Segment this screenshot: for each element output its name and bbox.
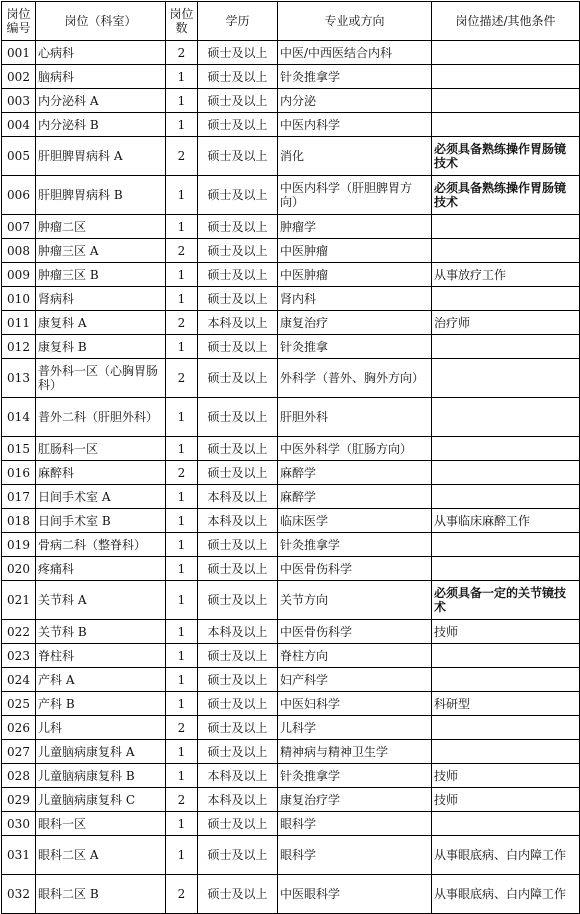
cell-edu: 本科及以上 bbox=[198, 620, 278, 644]
cell-note bbox=[432, 461, 580, 485]
cell-id: 016 bbox=[2, 461, 36, 485]
cell-dept: 肿瘤三区 B bbox=[36, 263, 166, 287]
cell-edu: 硕士及以上 bbox=[198, 581, 278, 620]
cell-count: 1 bbox=[166, 398, 198, 437]
cell-edu: 硕士及以上 bbox=[198, 437, 278, 461]
table-row bbox=[2, 788, 580, 812]
cell-major: 脊柱方向 bbox=[278, 644, 432, 668]
table-row bbox=[2, 263, 580, 287]
cell-major: 针灸推拿学 bbox=[278, 764, 432, 788]
table-row bbox=[2, 740, 580, 764]
cell-id: 017 bbox=[2, 485, 36, 509]
cell-dept: 肝胆脾胃病科 B bbox=[36, 176, 166, 215]
cell-count: 1 bbox=[166, 113, 198, 137]
table-row bbox=[2, 581, 580, 620]
cell-major: 中医内科学（肝胆脾胃方向） bbox=[278, 176, 432, 215]
cell-major: 眼科学 bbox=[278, 812, 432, 836]
cell-note bbox=[432, 812, 580, 836]
cell-major: 针灸推拿 bbox=[278, 335, 432, 359]
cell-major: 针灸推拿学 bbox=[278, 533, 432, 557]
cell-note: 必须具备熟练操作胃肠镜技术 bbox=[432, 176, 580, 215]
cell-dept: 日间手术室 B bbox=[36, 509, 166, 533]
cell-edu: 硕士及以上 bbox=[198, 398, 278, 437]
cell-note bbox=[432, 533, 580, 557]
cell-id: 024 bbox=[2, 668, 36, 692]
cell-note: 从事眼底病、白内障工作 bbox=[432, 836, 580, 875]
cell-edu: 硕士及以上 bbox=[198, 740, 278, 764]
cell-count: 1 bbox=[166, 740, 198, 764]
cell-count: 1 bbox=[166, 176, 198, 215]
cell-edu: 硕士及以上 bbox=[198, 89, 278, 113]
cell-id: 005 bbox=[2, 137, 36, 176]
cell-count: 1 bbox=[166, 509, 198, 533]
cell-edu: 本科及以上 bbox=[198, 764, 278, 788]
cell-dept: 肝胆脾胃病科 A bbox=[36, 137, 166, 176]
cell-count: 1 bbox=[166, 533, 198, 557]
cell-count: 1 bbox=[166, 65, 198, 89]
cell-id: 027 bbox=[2, 740, 36, 764]
cell-note bbox=[432, 41, 580, 65]
cell-edu: 硕士及以上 bbox=[198, 557, 278, 581]
table-row bbox=[2, 215, 580, 239]
cell-dept: 肾病科 bbox=[36, 287, 166, 311]
cell-count: 1 bbox=[166, 620, 198, 644]
table-row bbox=[2, 287, 580, 311]
cell-count: 2 bbox=[166, 41, 198, 65]
cell-note: 技师 bbox=[432, 788, 580, 812]
cell-major: 麻醉学 bbox=[278, 485, 432, 509]
cell-id: 032 bbox=[2, 875, 36, 914]
cell-note: 必须具备熟练操作胃肠镜技术 bbox=[432, 137, 580, 176]
cell-count: 1 bbox=[166, 668, 198, 692]
table-row bbox=[2, 137, 580, 176]
cell-dept: 肿瘤三区 A bbox=[36, 239, 166, 263]
table-row bbox=[2, 836, 580, 875]
cell-count: 2 bbox=[166, 137, 198, 176]
cell-edu: 硕士及以上 bbox=[198, 533, 278, 557]
cell-note bbox=[432, 89, 580, 113]
cell-dept: 关节科 B bbox=[36, 620, 166, 644]
header-count: 岗位数 bbox=[166, 2, 198, 41]
cell-major: 中医外科学（肛肠方向） bbox=[278, 437, 432, 461]
cell-count: 1 bbox=[166, 263, 198, 287]
cell-dept: 骨病二科（整脊科） bbox=[36, 533, 166, 557]
cell-major: 麻醉学 bbox=[278, 461, 432, 485]
table-row bbox=[2, 509, 580, 533]
cell-dept: 儿科 bbox=[36, 716, 166, 740]
cell-edu: 硕士及以上 bbox=[198, 644, 278, 668]
cell-dept: 眼科二区 A bbox=[36, 836, 166, 875]
cell-id: 025 bbox=[2, 692, 36, 716]
cell-count: 1 bbox=[166, 692, 198, 716]
cell-count: 2 bbox=[166, 359, 198, 398]
table-row bbox=[2, 437, 580, 461]
cell-dept: 脊柱科 bbox=[36, 644, 166, 668]
cell-id: 008 bbox=[2, 239, 36, 263]
header-edu: 学历 bbox=[198, 2, 278, 41]
cell-major: 中医骨伤科学 bbox=[278, 620, 432, 644]
cell-id: 026 bbox=[2, 716, 36, 740]
cell-id: 003 bbox=[2, 89, 36, 113]
cell-major: 精神病与精神卫生学 bbox=[278, 740, 432, 764]
cell-edu: 硕士及以上 bbox=[198, 836, 278, 875]
cell-id: 002 bbox=[2, 65, 36, 89]
header-id: 岗位编号 bbox=[2, 2, 36, 41]
cell-edu: 硕士及以上 bbox=[198, 335, 278, 359]
header-dept: 岗位（科室） bbox=[36, 2, 166, 41]
cell-edu: 硕士及以上 bbox=[198, 41, 278, 65]
cell-id: 007 bbox=[2, 215, 36, 239]
cell-major: 肾内科 bbox=[278, 287, 432, 311]
table-row bbox=[2, 359, 580, 398]
cell-edu: 硕士及以上 bbox=[198, 215, 278, 239]
cell-dept: 普外二科（肝胆外科） bbox=[36, 398, 166, 437]
cell-major: 中医/中西医结合内科 bbox=[278, 41, 432, 65]
cell-note bbox=[432, 398, 580, 437]
cell-note: 治疗师 bbox=[432, 311, 580, 335]
cell-note: 从事放疗工作 bbox=[432, 263, 580, 287]
header-note: 岗位描述/其他条件 bbox=[432, 2, 580, 41]
cell-dept: 肛肠科一区 bbox=[36, 437, 166, 461]
table-row bbox=[2, 812, 580, 836]
cell-dept: 肿瘤二区 bbox=[36, 215, 166, 239]
cell-count: 2 bbox=[166, 788, 198, 812]
cell-id: 019 bbox=[2, 533, 36, 557]
table-row bbox=[2, 875, 580, 914]
cell-edu: 硕士及以上 bbox=[198, 359, 278, 398]
cell-major: 中医眼科学 bbox=[278, 875, 432, 914]
cell-id: 006 bbox=[2, 176, 36, 215]
recruitment-table bbox=[1, 1, 580, 914]
cell-major: 眼科学 bbox=[278, 836, 432, 875]
cell-id: 021 bbox=[2, 581, 36, 620]
cell-major: 临床医学 bbox=[278, 509, 432, 533]
cell-edu: 硕士及以上 bbox=[198, 692, 278, 716]
cell-id: 004 bbox=[2, 113, 36, 137]
cell-major: 肝胆外科 bbox=[278, 398, 432, 437]
cell-edu: 硕士及以上 bbox=[198, 875, 278, 914]
cell-edu: 硕士及以上 bbox=[198, 461, 278, 485]
cell-edu: 本科及以上 bbox=[198, 509, 278, 533]
cell-major: 消化 bbox=[278, 137, 432, 176]
cell-note bbox=[432, 215, 580, 239]
cell-count: 2 bbox=[166, 461, 198, 485]
cell-id: 029 bbox=[2, 788, 36, 812]
cell-count: 1 bbox=[166, 437, 198, 461]
cell-edu: 硕士及以上 bbox=[198, 668, 278, 692]
cell-id: 009 bbox=[2, 263, 36, 287]
cell-note bbox=[432, 335, 580, 359]
cell-major: 中医妇科学 bbox=[278, 692, 432, 716]
cell-dept: 心病科 bbox=[36, 41, 166, 65]
cell-dept: 康复科 A bbox=[36, 311, 166, 335]
cell-major: 中医肿瘤 bbox=[278, 239, 432, 263]
cell-count: 1 bbox=[166, 812, 198, 836]
cell-note bbox=[432, 437, 580, 461]
cell-major: 妇产科学 bbox=[278, 668, 432, 692]
cell-id: 015 bbox=[2, 437, 36, 461]
cell-dept: 眼科二区 B bbox=[36, 875, 166, 914]
cell-count: 2 bbox=[166, 875, 198, 914]
table-row bbox=[2, 311, 580, 335]
cell-dept: 儿童脑病康复科 B bbox=[36, 764, 166, 788]
cell-id: 013 bbox=[2, 359, 36, 398]
cell-edu: 硕士及以上 bbox=[198, 113, 278, 137]
cell-id: 031 bbox=[2, 836, 36, 875]
cell-edu: 硕士及以上 bbox=[198, 263, 278, 287]
cell-note bbox=[432, 287, 580, 311]
cell-note: 从事临床麻醉工作 bbox=[432, 509, 580, 533]
cell-note bbox=[432, 557, 580, 581]
cell-note bbox=[432, 644, 580, 668]
cell-id: 023 bbox=[2, 644, 36, 668]
cell-dept: 日间手术室 A bbox=[36, 485, 166, 509]
table-row bbox=[2, 239, 580, 263]
cell-edu: 硕士及以上 bbox=[198, 137, 278, 176]
table-row bbox=[2, 41, 580, 65]
table-row bbox=[2, 113, 580, 137]
cell-note: 技师 bbox=[432, 764, 580, 788]
cell-dept: 产科 A bbox=[36, 668, 166, 692]
header-row bbox=[2, 2, 580, 41]
cell-note: 必须具备一定的关节镜技术 bbox=[432, 581, 580, 620]
cell-id: 012 bbox=[2, 335, 36, 359]
cell-count: 1 bbox=[166, 89, 198, 113]
cell-count: 1 bbox=[166, 485, 198, 509]
cell-count: 1 bbox=[166, 215, 198, 239]
cell-dept: 产科 B bbox=[36, 692, 166, 716]
cell-count: 1 bbox=[166, 335, 198, 359]
cell-note bbox=[432, 485, 580, 509]
cell-dept: 内分泌科 B bbox=[36, 113, 166, 137]
cell-major: 康复治疗 bbox=[278, 311, 432, 335]
cell-id: 028 bbox=[2, 764, 36, 788]
table-row bbox=[2, 65, 580, 89]
cell-major: 儿科学 bbox=[278, 716, 432, 740]
cell-major: 中医骨伤科学 bbox=[278, 557, 432, 581]
cell-note: 从事眼底病、白内障工作 bbox=[432, 875, 580, 914]
cell-dept: 儿童脑病康复科 A bbox=[36, 740, 166, 764]
cell-major: 中医内科学 bbox=[278, 113, 432, 137]
cell-major: 关节方向 bbox=[278, 581, 432, 620]
cell-count: 1 bbox=[166, 287, 198, 311]
cell-count: 1 bbox=[166, 644, 198, 668]
cell-note bbox=[432, 239, 580, 263]
table-row bbox=[2, 485, 580, 509]
table-row bbox=[2, 716, 580, 740]
table-body bbox=[2, 41, 580, 914]
cell-note bbox=[432, 740, 580, 764]
table-row bbox=[2, 335, 580, 359]
table-row bbox=[2, 89, 580, 113]
cell-count: 1 bbox=[166, 836, 198, 875]
cell-dept: 眼科一区 bbox=[36, 812, 166, 836]
table-row bbox=[2, 620, 580, 644]
cell-dept: 疼痛科 bbox=[36, 557, 166, 581]
cell-dept: 脑病科 bbox=[36, 65, 166, 89]
header-major: 专业或方向 bbox=[278, 2, 432, 41]
cell-id: 001 bbox=[2, 41, 36, 65]
cell-edu: 本科及以上 bbox=[198, 788, 278, 812]
cell-count: 1 bbox=[166, 764, 198, 788]
cell-id: 030 bbox=[2, 812, 36, 836]
cell-id: 014 bbox=[2, 398, 36, 437]
cell-id: 022 bbox=[2, 620, 36, 644]
cell-edu: 本科及以上 bbox=[198, 311, 278, 335]
cell-id: 011 bbox=[2, 311, 36, 335]
table-row bbox=[2, 668, 580, 692]
table-row bbox=[2, 176, 580, 215]
cell-note bbox=[432, 359, 580, 398]
table-row bbox=[2, 533, 580, 557]
cell-id: 020 bbox=[2, 557, 36, 581]
cell-major: 肿瘤学 bbox=[278, 215, 432, 239]
cell-edu: 硕士及以上 bbox=[198, 65, 278, 89]
cell-edu: 本科及以上 bbox=[198, 485, 278, 509]
cell-id: 010 bbox=[2, 287, 36, 311]
cell-edu: 硕士及以上 bbox=[198, 716, 278, 740]
cell-dept: 麻醉科 bbox=[36, 461, 166, 485]
table-row bbox=[2, 692, 580, 716]
cell-count: 1 bbox=[166, 581, 198, 620]
cell-edu: 硕士及以上 bbox=[198, 239, 278, 263]
cell-count: 2 bbox=[166, 239, 198, 263]
cell-major: 中医肿瘤 bbox=[278, 263, 432, 287]
cell-dept: 普外科一区（心胸胃肠科） bbox=[36, 359, 166, 398]
cell-count: 1 bbox=[166, 557, 198, 581]
cell-edu: 硕士及以上 bbox=[198, 176, 278, 215]
cell-note bbox=[432, 113, 580, 137]
table-row bbox=[2, 398, 580, 437]
cell-dept: 儿童脑病康复科 C bbox=[36, 788, 166, 812]
table-row bbox=[2, 644, 580, 668]
cell-dept: 关节科 A bbox=[36, 581, 166, 620]
cell-count: 2 bbox=[166, 716, 198, 740]
table-row bbox=[2, 557, 580, 581]
cell-major: 内分泌 bbox=[278, 89, 432, 113]
cell-note: 科研型 bbox=[432, 692, 580, 716]
cell-note bbox=[432, 668, 580, 692]
cell-note bbox=[432, 65, 580, 89]
cell-edu: 硕士及以上 bbox=[198, 287, 278, 311]
cell-edu: 硕士及以上 bbox=[198, 812, 278, 836]
cell-id: 018 bbox=[2, 509, 36, 533]
cell-major: 康复治疗学 bbox=[278, 788, 432, 812]
cell-major: 外科学（普外、胸外方向） bbox=[278, 359, 432, 398]
cell-count: 2 bbox=[166, 311, 198, 335]
cell-note bbox=[432, 716, 580, 740]
cell-major: 针灸推拿学 bbox=[278, 65, 432, 89]
table-row bbox=[2, 461, 580, 485]
cell-dept: 康复科 B bbox=[36, 335, 166, 359]
cell-note: 技师 bbox=[432, 620, 580, 644]
table-row bbox=[2, 764, 580, 788]
cell-dept: 内分泌科 A bbox=[36, 89, 166, 113]
